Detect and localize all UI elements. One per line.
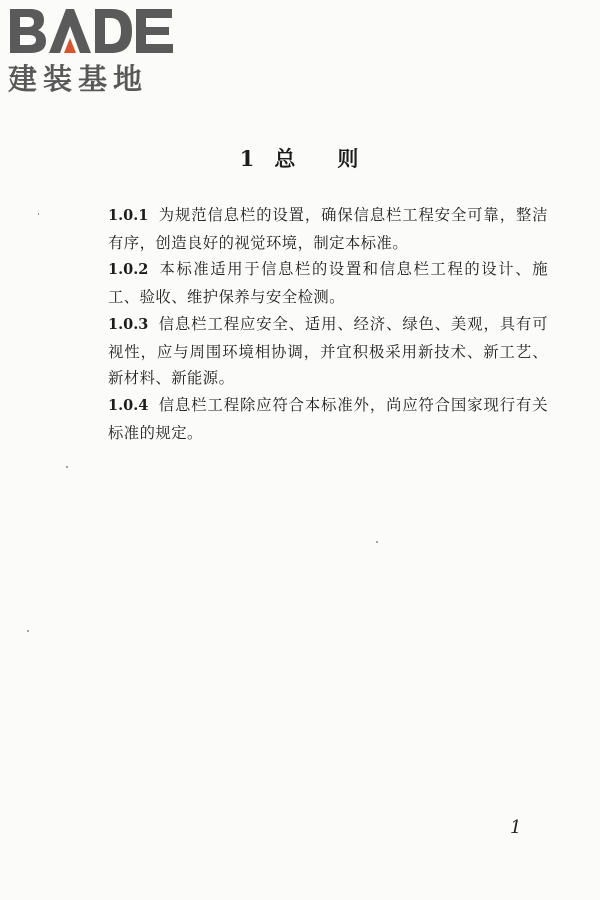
logo-wordmark (8, 6, 178, 56)
clause-text: 信息栏工程应安全、适用、经济、绿色、美观，具有可视性，应与周围环境相协调，并宜积极采用新技术、新工艺、新材料、新能源。 (108, 314, 548, 388)
scan-speck (38, 213, 39, 215)
chapter-title (0, 143, 600, 173)
clause-text: 信息栏工程除应符合本标准外，尚应符合国家现行有关标准的规定。 (108, 395, 548, 442)
clause-1-0-3 (108, 311, 548, 392)
chapter-number: 1 (239, 146, 257, 171)
scan-speck (376, 541, 378, 543)
page-number: 1 (510, 817, 522, 838)
clause-1-0-1 (108, 202, 548, 256)
clause-number: 1.0.2 (108, 261, 149, 279)
chapter-title-part1: 总 (274, 146, 298, 171)
clause-number: 1.0.3 (108, 315, 149, 333)
bade-logo (8, 6, 178, 96)
scan-speck (66, 466, 68, 468)
clause-list (108, 202, 548, 446)
clause-1-0-4 (108, 392, 548, 446)
clause-number: 1.0.1 (108, 207, 149, 224)
logo-subtitle: 建装基地 (8, 62, 149, 96)
scan-speck (27, 630, 29, 632)
clause-1-0-2 (108, 256, 548, 310)
clause-number: 1.0.4 (108, 396, 149, 414)
clause-text: 本标准适用于信息栏的设置和信息栏工程的设计、施工、验收、维护保养与安全检测。 (108, 260, 548, 307)
clause-text: 为规范信息栏的设置，确保信息栏工程安全可靠，整洁有序，创造良好的视觉环境，制定本标准。 (108, 206, 548, 252)
chapter-title-part2: 则 (337, 146, 361, 171)
